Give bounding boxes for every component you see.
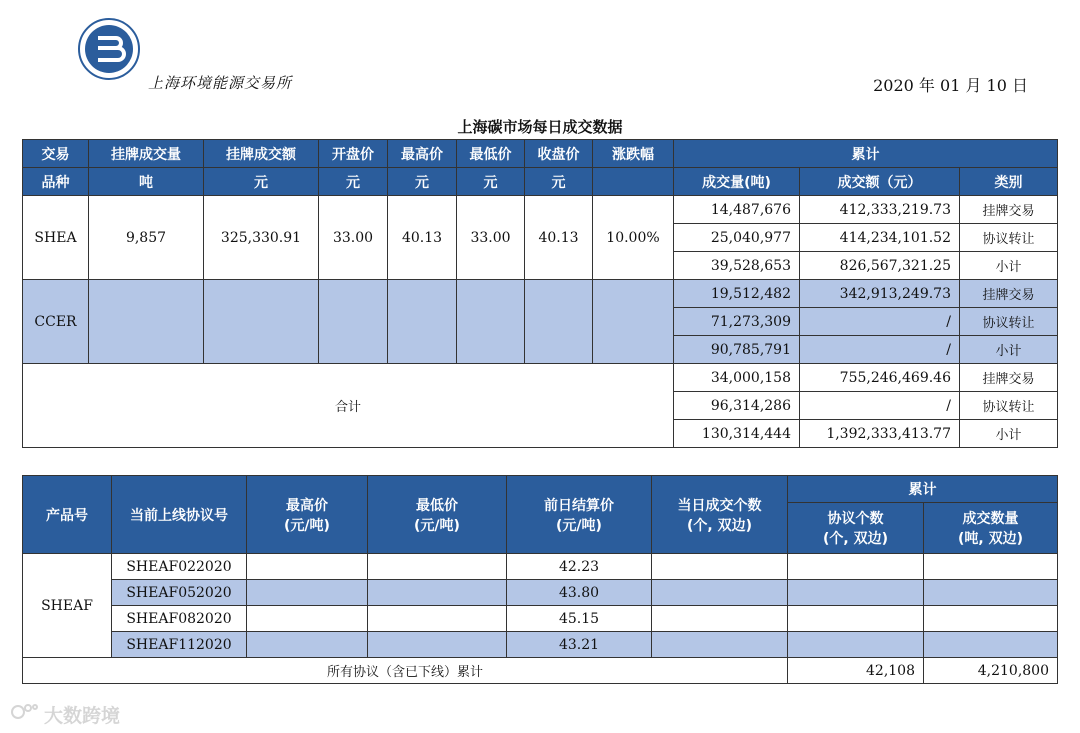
- col-header-cum-qty: 成交数量 (吨, 双边): [924, 503, 1058, 554]
- header-row-1: [23, 140, 1058, 168]
- low-price: [368, 554, 507, 580]
- cum-category: 协议转让: [960, 224, 1058, 252]
- cum-volume: 25,040,977: [674, 224, 800, 252]
- cum-category: 挂牌交易: [960, 196, 1058, 224]
- cum-volume: 96,314,286: [674, 392, 800, 420]
- settle-price: 45.15: [507, 606, 652, 632]
- change-pct: 10.00%: [593, 196, 674, 280]
- cum-qty: [924, 606, 1058, 632]
- table-row: [23, 554, 1058, 580]
- col-subheader-unit: 元: [204, 168, 319, 196]
- col-subheader-cum-amount: 成交额（元）: [800, 168, 960, 196]
- trade-count: [652, 580, 788, 606]
- cum-count: [788, 580, 924, 606]
- table-row: [23, 196, 1058, 224]
- low-price: 33.00: [457, 196, 525, 280]
- report-date: 2020 年 01 月 10 日: [873, 76, 1028, 95]
- cum-category: 小计: [960, 420, 1058, 448]
- col-subheader-unit: 吨: [89, 168, 204, 196]
- footer-label: 所有协议（含已下线）累计: [23, 658, 788, 684]
- cum-count: [788, 554, 924, 580]
- logo-caption: 上海环境能源交易所: [148, 74, 293, 92]
- empty-cell: [457, 280, 525, 364]
- trade-count: [652, 632, 788, 658]
- col-header-product: 产品号: [23, 476, 112, 554]
- header-row-1: [23, 476, 1058, 503]
- cum-amount: /: [800, 308, 960, 336]
- col-header-cumulative: 累计: [674, 140, 1058, 168]
- total-label: 合计: [23, 364, 674, 448]
- watermark: [10, 701, 120, 728]
- daily-trade-table: [22, 139, 1058, 448]
- col-header-listed-amount: 挂牌成交额: [204, 140, 319, 168]
- cum-volume: 19,512,482: [674, 280, 800, 308]
- contract-code: SHEAF112020: [112, 632, 247, 658]
- cum-amount: 1,392,333,413.77: [800, 420, 960, 448]
- open-price: 33.00: [319, 196, 388, 280]
- col-subheader-blank: [593, 168, 674, 196]
- col-header-high: 最高价 (元/吨): [247, 476, 368, 554]
- close-price: 40.13: [525, 196, 593, 280]
- trade-count: [652, 606, 788, 632]
- contract-code: SHEAF022020: [112, 554, 247, 580]
- empty-cell: [89, 280, 204, 364]
- empty-cell: [525, 280, 593, 364]
- listed-volume: 9,857: [89, 196, 204, 280]
- high-price: [247, 580, 368, 606]
- cum-amount: 826,567,321.25: [800, 252, 960, 280]
- cum-volume: 34,000,158: [674, 364, 800, 392]
- table-footer-row: [23, 658, 1058, 684]
- col-header-high: 最高价: [388, 140, 457, 168]
- low-price: [368, 580, 507, 606]
- watermark-icon: [10, 702, 40, 727]
- cum-category: 协议转让: [960, 392, 1058, 420]
- col-header-close: 收盘价: [525, 140, 593, 168]
- variety-shea: SHEA: [23, 196, 89, 280]
- table-row: [23, 364, 1058, 392]
- cum-qty: [924, 554, 1058, 580]
- cum-volume: 39,528,653: [674, 252, 800, 280]
- cum-count: [788, 606, 924, 632]
- cum-amount: 342,913,249.73: [800, 280, 960, 308]
- col-subheader-unit: 元: [388, 168, 457, 196]
- col-header-low: 最低价: [457, 140, 525, 168]
- col-header-contract: 当前上线协议号: [112, 476, 247, 554]
- cum-category: 挂牌交易: [960, 364, 1058, 392]
- col-header-count: 当日成交个数 (个, 双边): [652, 476, 788, 554]
- cum-volume: 90,785,791: [674, 336, 800, 364]
- col-header-cumulative: 累计: [788, 476, 1058, 503]
- cum-amount: 755,246,469.46: [800, 364, 960, 392]
- contract-code: SHEAF052020: [112, 580, 247, 606]
- high-price: [247, 606, 368, 632]
- cum-volume: 130,314,444: [674, 420, 800, 448]
- cum-volume: 14,487,676: [674, 196, 800, 224]
- low-price: [368, 632, 507, 658]
- variety-ccer: CCER: [23, 280, 89, 364]
- high-price: [247, 554, 368, 580]
- cum-amount: /: [800, 392, 960, 420]
- cum-amount: 412,333,219.73: [800, 196, 960, 224]
- trade-count: [652, 554, 788, 580]
- empty-cell: [388, 280, 457, 364]
- footer-cum-qty: 4,210,800: [924, 658, 1058, 684]
- col-header-variety: 交易: [23, 140, 89, 168]
- cum-category: 协议转让: [960, 308, 1058, 336]
- col-subheader-unit: 元: [457, 168, 525, 196]
- cum-category: 小计: [960, 336, 1058, 364]
- cum-volume: 71,273,309: [674, 308, 800, 336]
- cum-count: [788, 632, 924, 658]
- col-header-low: 最低价 (元/吨): [368, 476, 507, 554]
- cum-category: 小计: [960, 252, 1058, 280]
- empty-cell: [593, 280, 674, 364]
- col-subheader-unit: 元: [319, 168, 388, 196]
- table-row: [23, 280, 1058, 308]
- settle-price: 43.21: [507, 632, 652, 658]
- cum-category: 挂牌交易: [960, 280, 1058, 308]
- settle-price: 43.80: [507, 580, 652, 606]
- cum-amount: /: [800, 336, 960, 364]
- empty-cell: [319, 280, 388, 364]
- cum-qty: [924, 580, 1058, 606]
- contract-code: SHEAF082020: [112, 606, 247, 632]
- settle-price: 42.23: [507, 554, 652, 580]
- page-title: 上海碳市场每日成交数据: [457, 118, 623, 136]
- table-row: [23, 606, 1058, 632]
- forward-contract-table: [22, 475, 1058, 684]
- watermark-text: 大数跨境: [44, 705, 121, 727]
- cum-qty: [924, 632, 1058, 658]
- exchange-logo: [78, 18, 140, 80]
- col-subheader-unit: 元: [525, 168, 593, 196]
- col-subheader-cum-volume: 成交量(吨): [674, 168, 800, 196]
- table-row: [23, 580, 1058, 606]
- product-code: SHEAF: [23, 554, 112, 658]
- header-row-2: [23, 168, 1058, 196]
- high-price: [247, 632, 368, 658]
- footer-cum-count: 42,108: [788, 658, 924, 684]
- col-header-settle: 前日结算价 (元/吨): [507, 476, 652, 554]
- empty-cell: [204, 280, 319, 364]
- col-header-open: 开盘价: [319, 140, 388, 168]
- low-price: [368, 606, 507, 632]
- col-subheader-variety: 品种: [23, 168, 89, 196]
- col-header-change: 涨跌幅: [593, 140, 674, 168]
- col-header-listed-volume: 挂牌成交量: [89, 140, 204, 168]
- cum-amount: 414,234,101.52: [800, 224, 960, 252]
- high-price: 40.13: [388, 196, 457, 280]
- listed-amount: 325,330.91: [204, 196, 319, 280]
- col-subheader-category: 类别: [960, 168, 1058, 196]
- table-row: [23, 632, 1058, 658]
- col-header-cum-count: 协议个数 (个, 双边): [788, 503, 924, 554]
